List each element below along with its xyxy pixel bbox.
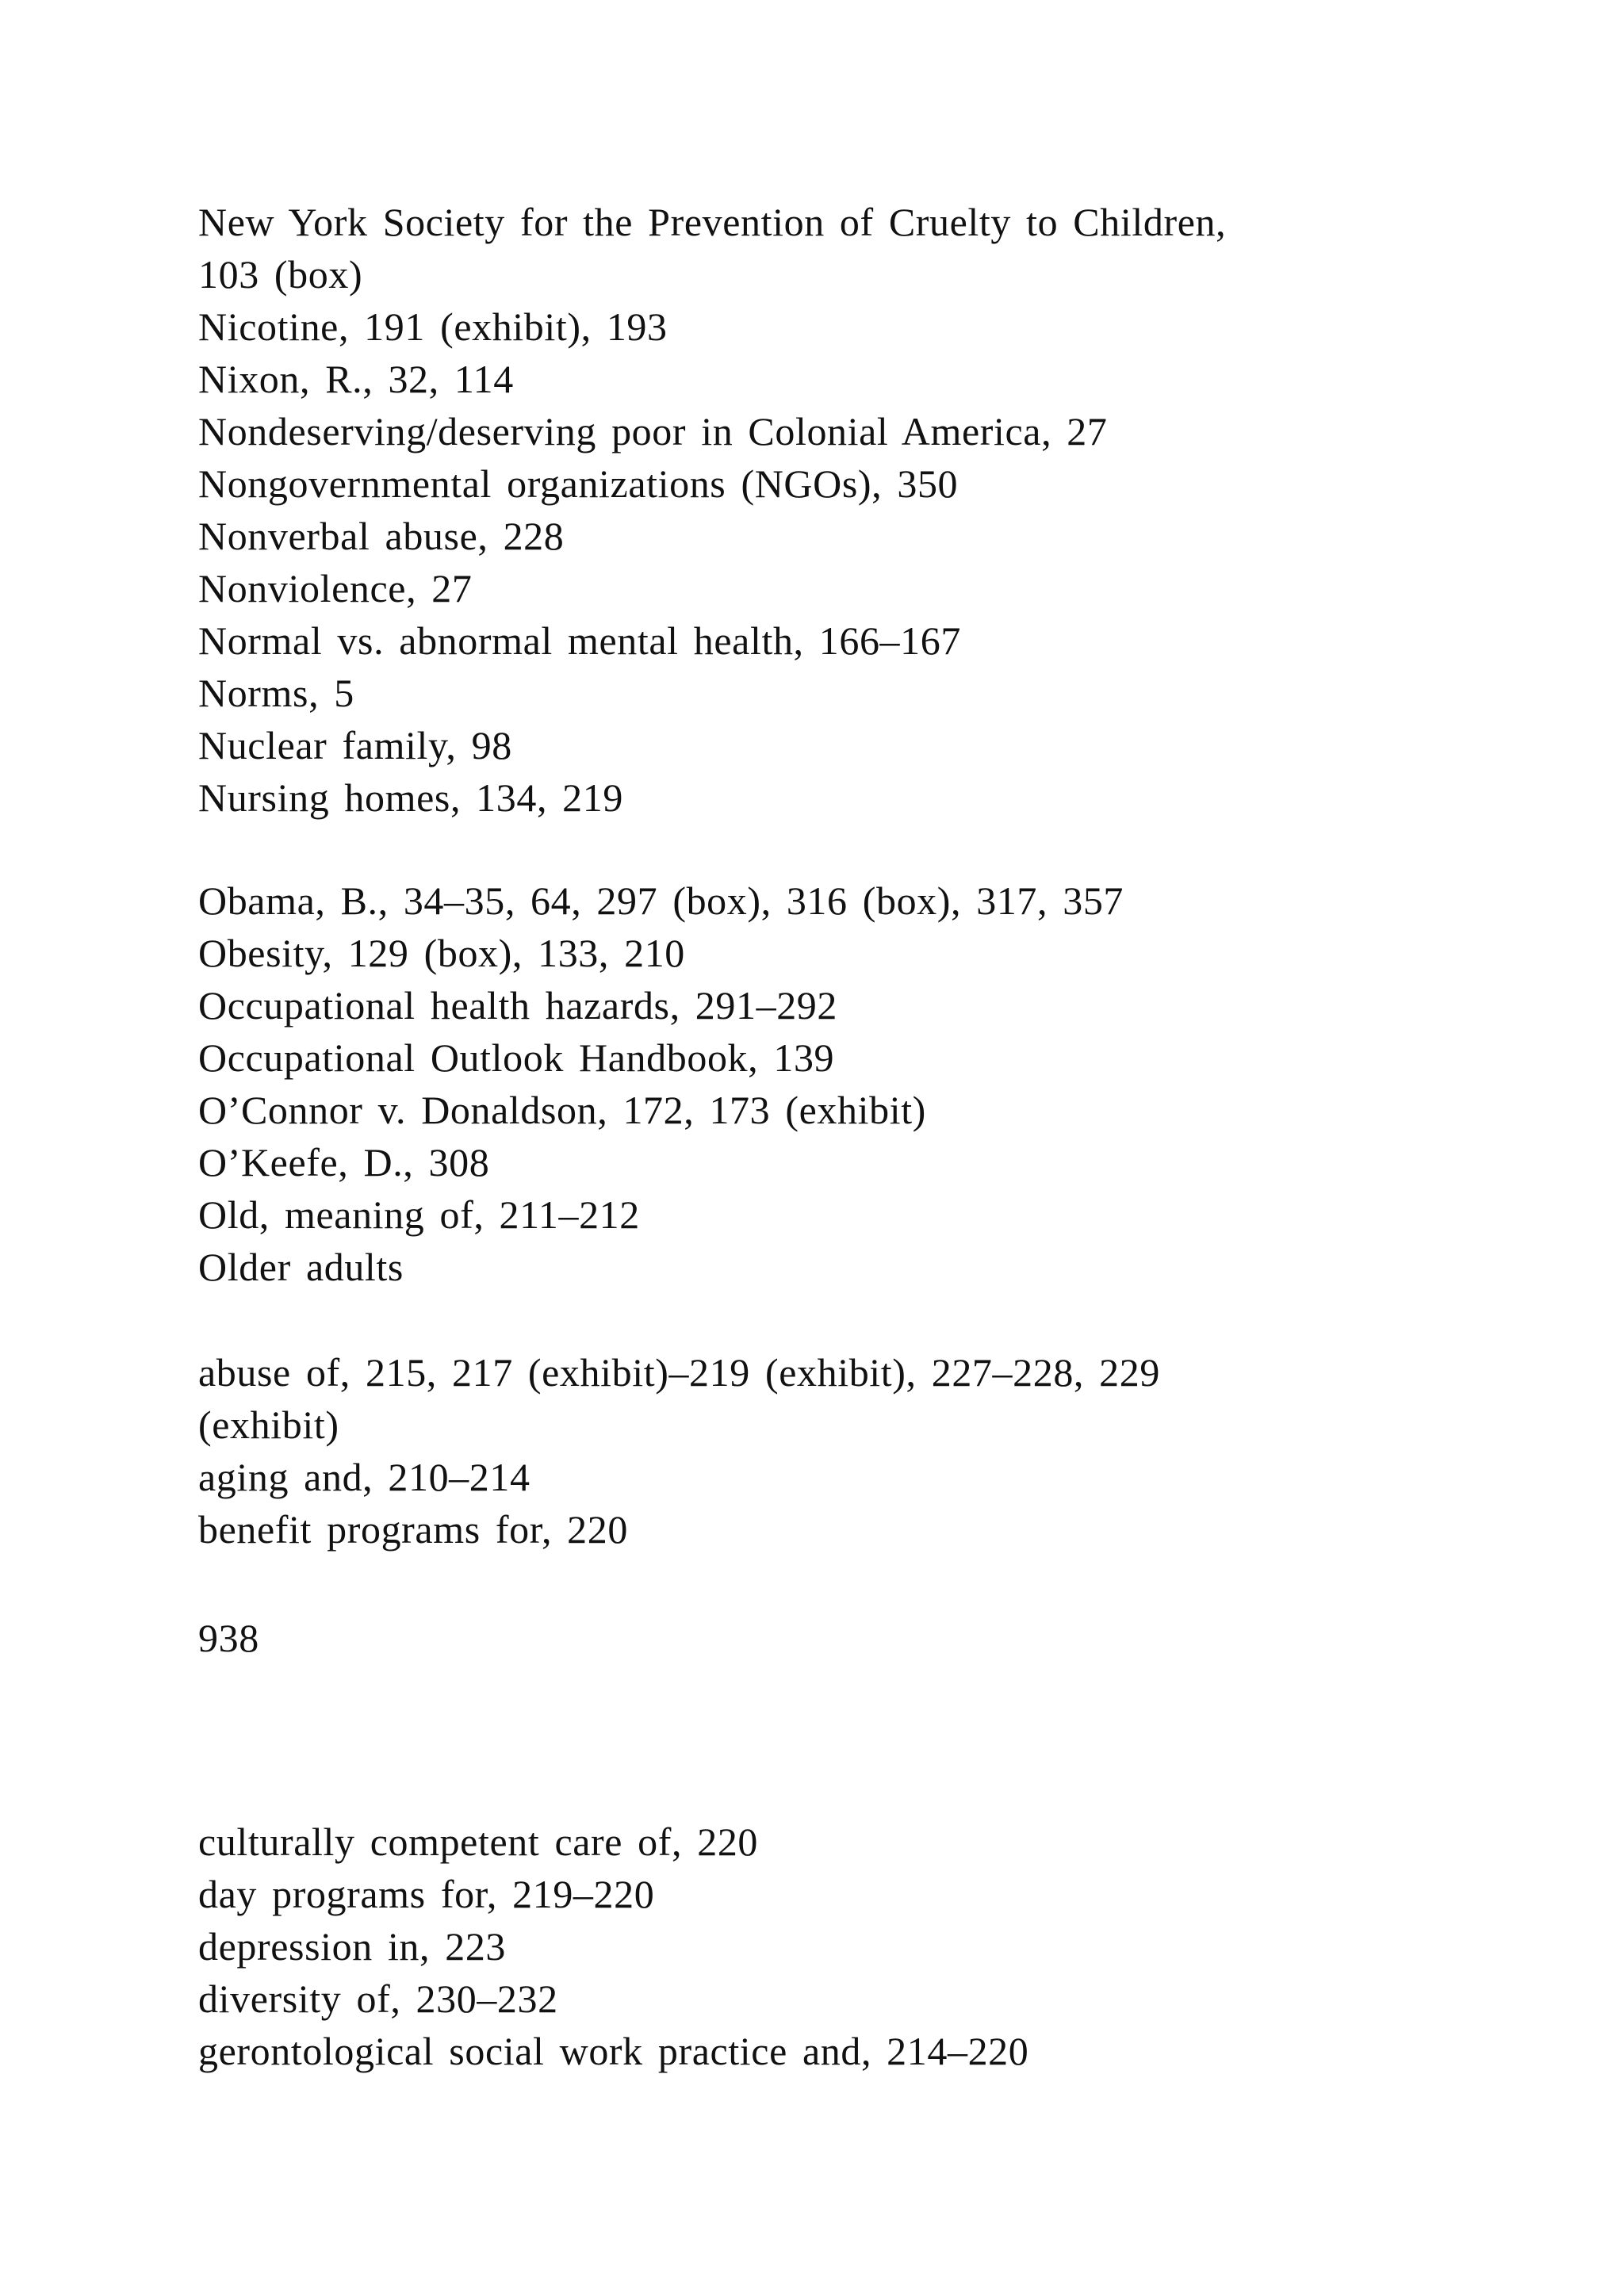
- index-entry: Nuclear family, 98: [198, 723, 512, 767]
- index-section-o: [198, 874, 1546, 1293]
- index-entry: O’Connor v. Donaldson, 172, 173 (exhibit): [198, 1088, 926, 1132]
- page-number-block: [198, 1612, 1546, 1664]
- page-number: 938: [198, 1616, 259, 1660]
- index-subentry: day programs for, 219–220: [198, 1872, 655, 1916]
- index-entry: Nixon, R., 32, 114: [198, 357, 514, 401]
- index-entry: Nursing homes, 134, 219: [198, 775, 623, 820]
- index-entry: Occupational Outlook Handbook, 139: [198, 1035, 835, 1080]
- index-entry: 103 (box): [198, 252, 363, 297]
- index-subentry: diversity of, 230–232: [198, 1976, 558, 2021]
- index-entry: Norms, 5: [198, 671, 354, 715]
- index-entry: Nonverbal abuse, 228: [198, 514, 565, 558]
- index-subentries-part2: [198, 1816, 1546, 2077]
- index-entry: New York Society for the Prevention of Cruelty to Children,: [198, 200, 1227, 244]
- index-subentries-part1: [198, 1346, 1546, 1556]
- index-entry: Obesity, 129 (box), 133, 210: [198, 931, 685, 975]
- index-entry: Older adults: [198, 1245, 404, 1289]
- index-entry: Old, meaning of, 211–212: [198, 1192, 640, 1237]
- index-entry: Nonviolence, 27: [198, 566, 473, 610]
- index-subentry: (exhibit): [198, 1402, 339, 1447]
- index-subentry: gerontological social work practice and, 214–220: [198, 2029, 1029, 2073]
- index-entry: Normal vs. abnormal mental health, 166–167: [198, 618, 961, 663]
- index-subentry: aging and, 210–214: [198, 1455, 530, 1499]
- index-entry: Obama, B., 34–35, 64, 297 (box), 316 (box), 317, 357: [198, 878, 1124, 923]
- index-entry: Nondeserving/deserving poor in Colonial America, 27: [198, 409, 1108, 453]
- index-subentry: abuse of, 215, 217 (exhibit)–219 (exhibit), 227–228, 229: [198, 1350, 1160, 1395]
- index-entry: O’Keefe, D., 308: [198, 1140, 490, 1184]
- index-subentry: benefit programs for, 220: [198, 1507, 628, 1552]
- index-section-n: [198, 196, 1546, 824]
- index-entry: Nicotine, 191 (exhibit), 193: [198, 304, 668, 349]
- index-subentry: depression in, 223: [198, 1924, 507, 1969]
- index-entry: Occupational health hazards, 291–292: [198, 983, 838, 1027]
- index-subentry: culturally competent care of, 220: [198, 1820, 759, 1864]
- index-entry: Nongovernmental organizations (NGOs), 350: [198, 461, 959, 506]
